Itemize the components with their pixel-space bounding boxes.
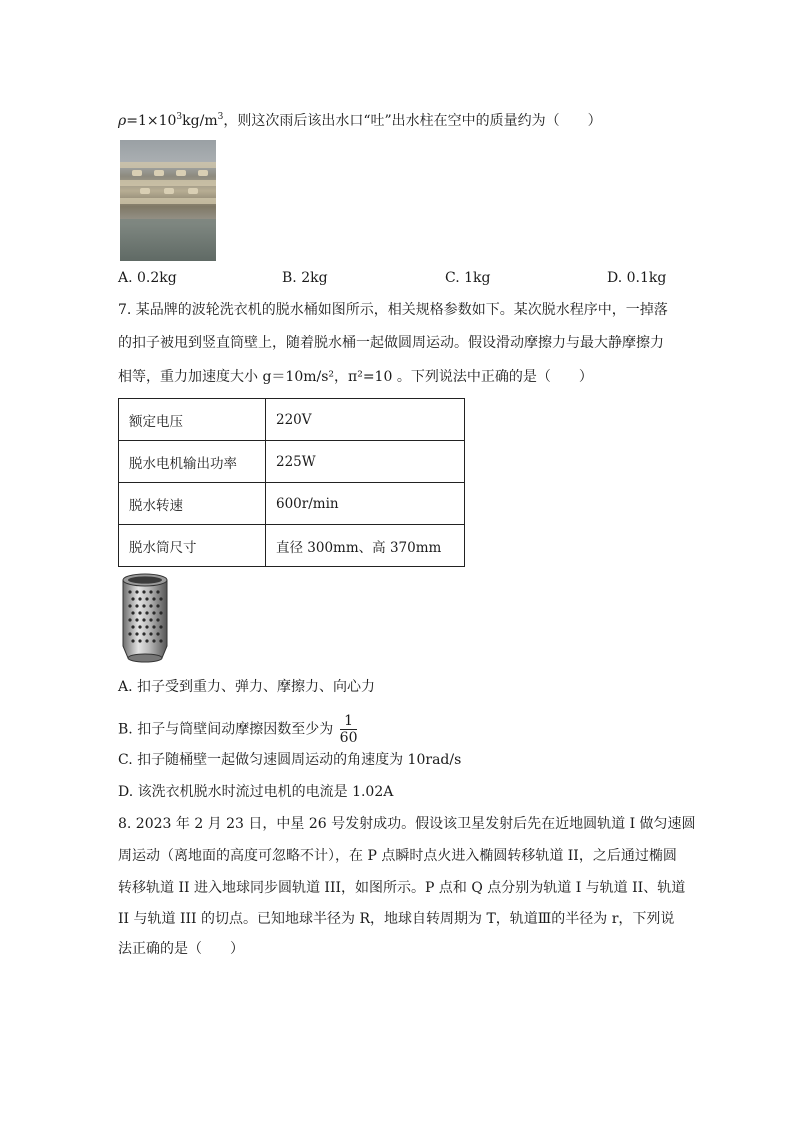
fraction-denominator: 60 [339, 730, 358, 746]
q6-option-a: A. 0.2kg [118, 270, 177, 286]
q8-line-5: 法正确的是（ ） [118, 941, 244, 957]
q7-option-c: C. 扣子随桶壁一起做匀速圆周运动的角速度为 10rad/s [118, 752, 462, 768]
q6-question-text: ，则这次雨后该出水口“吐”出水柱在空中的质量约为（ ） [223, 113, 602, 129]
spec-value: 600r/min [266, 483, 465, 525]
spec-value: 225W [266, 441, 465, 483]
q8-line-1: 8. 2023 年 2 月 23 日，中星 26 号发射成功。假设该卫星发射后先在近地圆轨道 I 做匀速圆 [118, 816, 696, 832]
q6-density-line: $\rho=1\times 10^3kg/m^3$，则这次雨后该出水口“吐”出水柱在空中的质量约为（ ） [118, 112, 602, 129]
spec-key: 脱水电机输出功率 [119, 441, 266, 483]
fraction [340, 713, 358, 746]
q7-option-d: D. 该洗衣机脱水时流过电机的电流是 1.02A [118, 784, 394, 800]
table-row [119, 525, 465, 567]
spec-key: 脱水转速 [119, 483, 266, 525]
q6-option-c: C. 1kg [445, 270, 491, 286]
q8-line-2: 周运动（离地面的高度可忽略不计），在 P 点瞬时点火进入椭圆转移轨道 II，之后通过椭圆 [118, 848, 677, 864]
table-row [119, 441, 465, 483]
spin-drum-image [120, 572, 170, 666]
fraction-numerator: 1 [340, 713, 358, 730]
q6-option-d: D. 0.1kg [607, 270, 667, 286]
spec-key: 脱水筒尺寸 [119, 525, 266, 567]
q7-option-b [118, 713, 357, 746]
rho-symbol: ρ [118, 113, 127, 129]
q7-line-3: 相等，重力加速度大小 g＝10m/s²，π²=10 。下列说法中正确的是（ ） [118, 369, 593, 385]
rain-spout-photo [120, 140, 216, 261]
table-row [119, 483, 465, 525]
q7-option-a: A. 扣子受到重力、弹力、摩擦力、向心力 [118, 679, 376, 695]
table-row [119, 399, 465, 441]
q6-option-b: B. 2kg [282, 270, 328, 286]
spec-value: 220V [266, 399, 465, 441]
spec-key: 额定电压 [119, 399, 266, 441]
spec-table [118, 398, 465, 567]
q8-line-3: 转移轨道 II 进入地球同步圆轨道 III，如图所示。P 点和 Q 点分别为轨道 I 与轨道 II、轨道 [118, 880, 686, 896]
q8-line-4: II 与轨道 III 的切点。已知地球半径为 R，地球自转周期为 T，轨道Ⅲ的半径为 r，下列说 [118, 911, 675, 927]
q7-option-b-text: B. 扣子与筒壁间动摩擦因数至少为 [118, 721, 334, 738]
spec-value: 直径 300mm、高 370mm [266, 525, 465, 567]
q7-line-1: 7. 某品牌的波轮洗衣机的脱水桶如图所示，相关规格参数如下。某次脱水程序中，一掉落 [118, 302, 668, 318]
q7-line-2: 的扣子被甩到竖直筒壁上，随着脱水桶一起做圆周运动。假设滑动摩擦力与最大静摩擦力 [118, 335, 664, 351]
